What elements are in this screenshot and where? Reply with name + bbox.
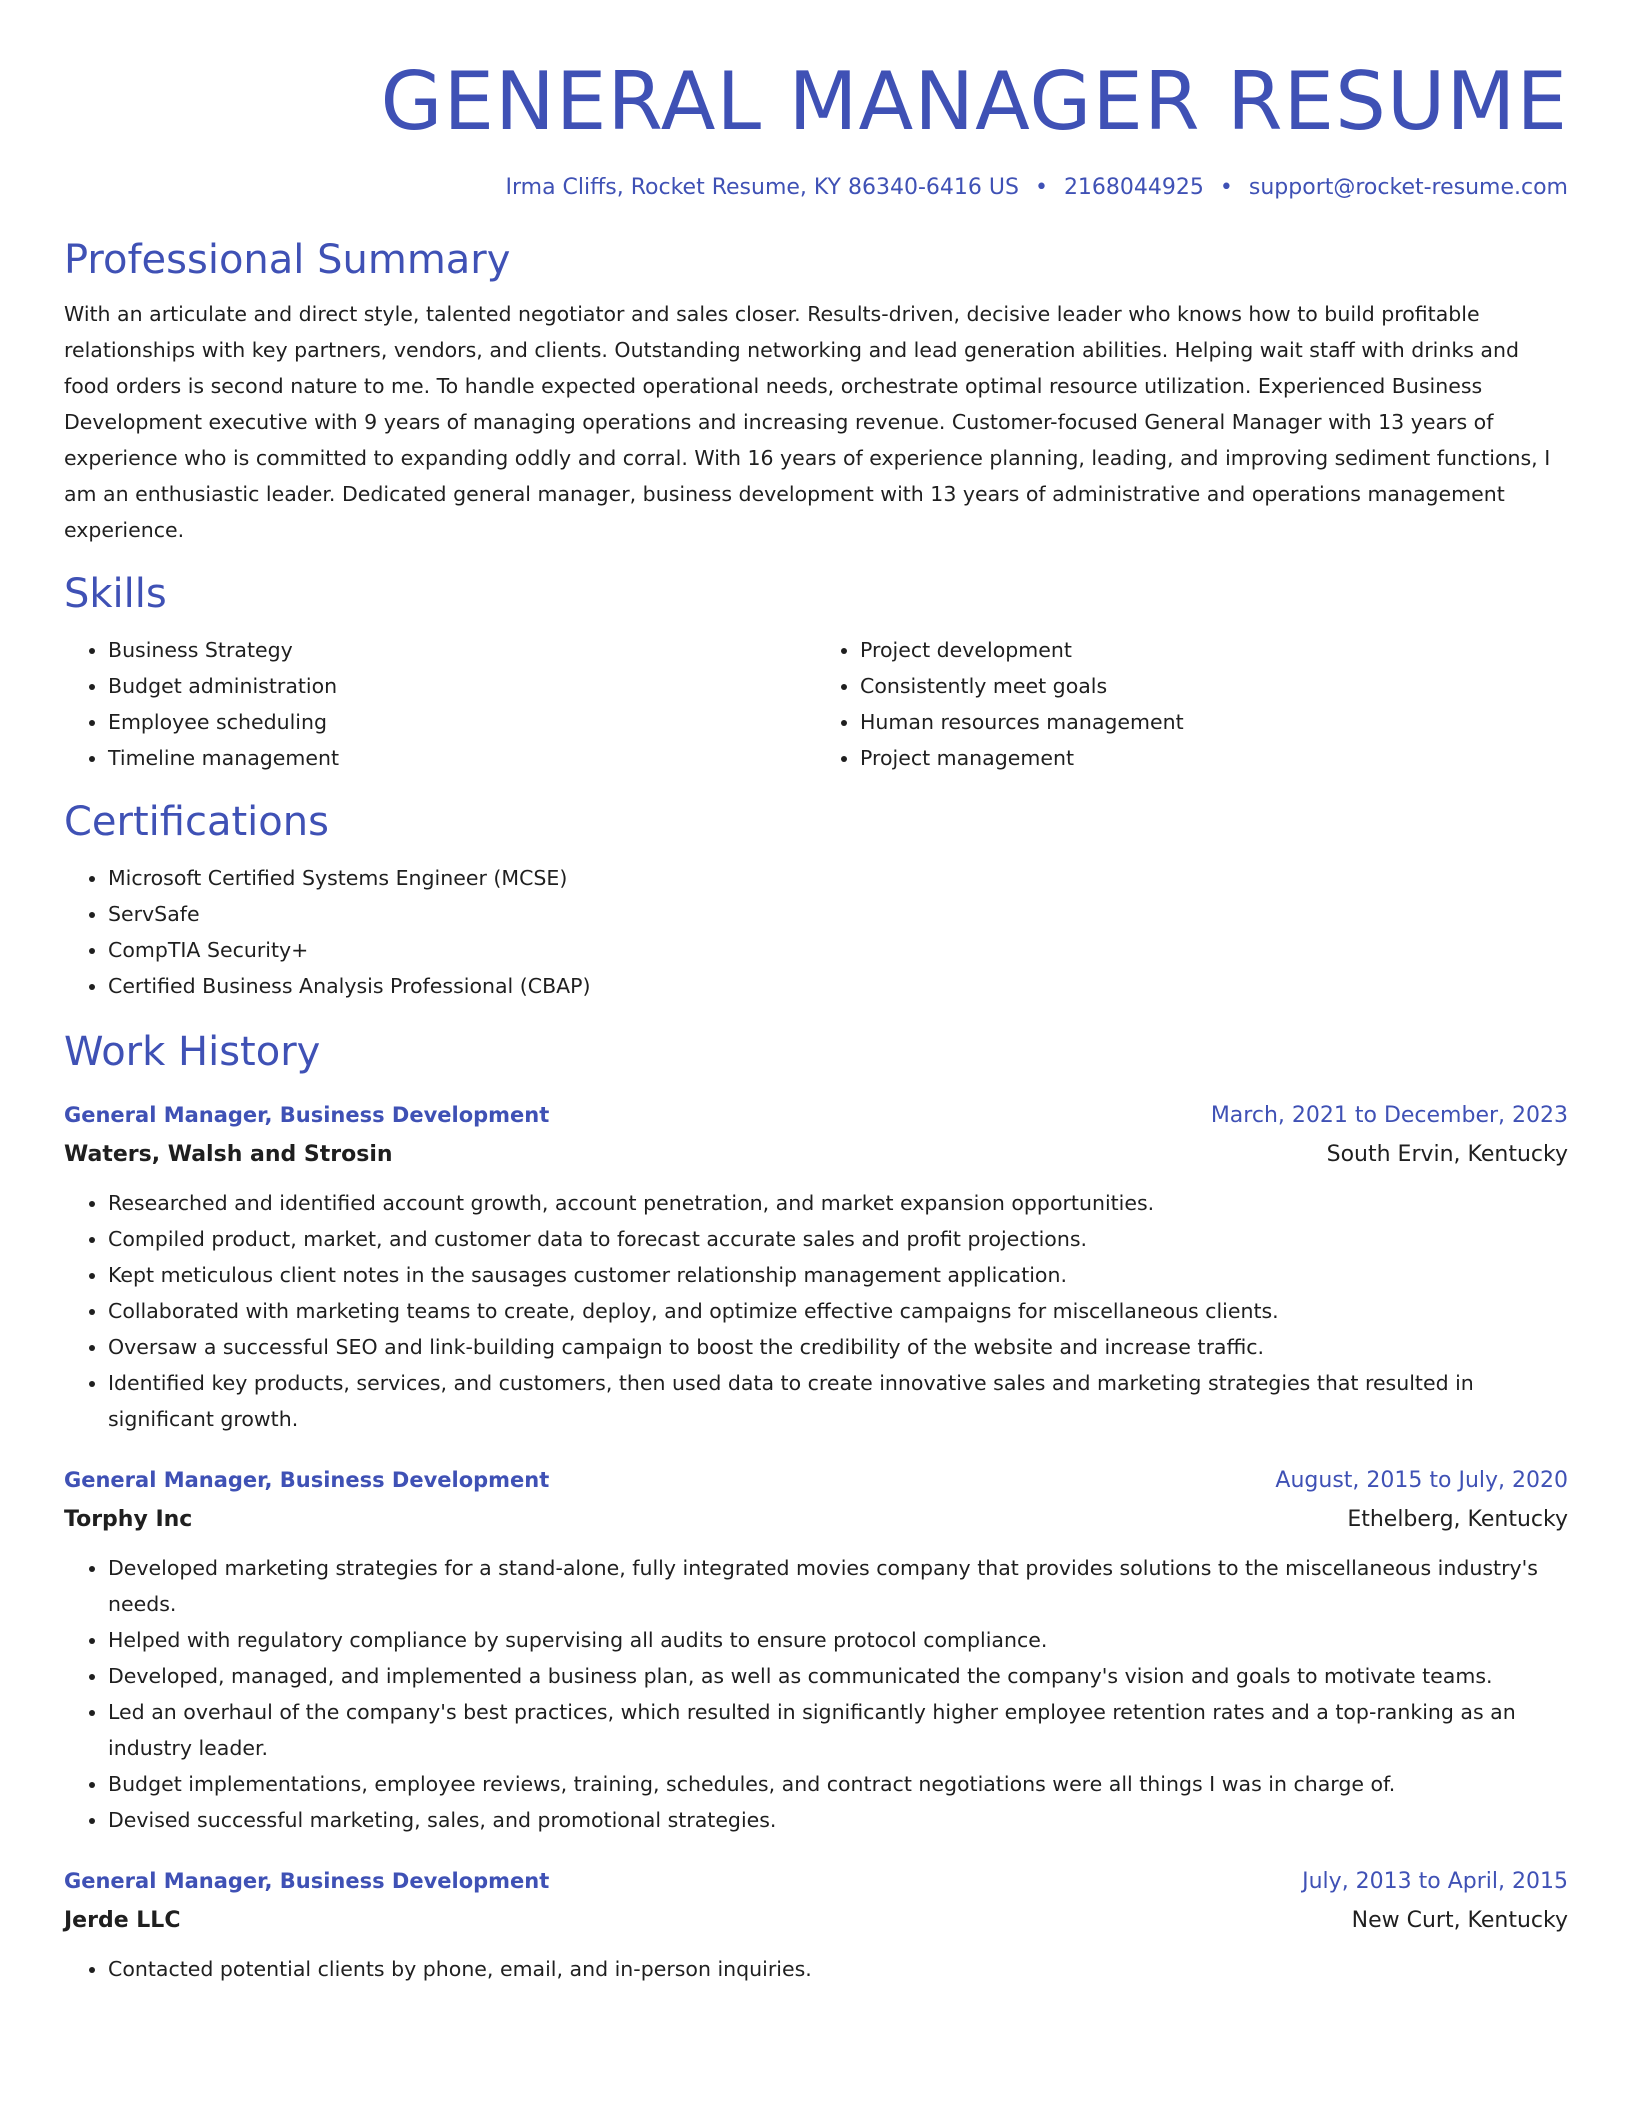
resume-title: GENERAL MANAGER RESUME	[380, 55, 1568, 148]
skills-list-left	[64, 632, 816, 776]
certifications-section	[64, 796, 1568, 1004]
job-location: New Curt, Kentucky	[1351, 1908, 1568, 1933]
skill-item: • Human resources management	[860, 704, 1568, 740]
job-entry	[64, 1461, 1568, 1838]
job-bullet: • Collaborated with marketing teams to create, deploy, and optimize effective campaigns for miscellaneous clients.	[108, 1293, 1568, 1329]
job-bullet: • Compiled product, market, and customer data to forecast accurate sales and profit projections.	[108, 1221, 1568, 1257]
job-bullet: • Identified key products, services, and customers, then used data to create innovative sales and marketing strategies that resulted in significant growth.	[108, 1365, 1568, 1437]
summary-text: With an articulate and direct style, talented negotiator and sales closer. Results-driven, decisive leader who knows how to build profitable relationships with key partners, vendors, and clients. Outstanding networking and lead generation abilities. Helping wait staff with drinks and food orders is second nature to me. To handle expected operational needs, orchestrate optimal resource utilization. Experienced Business Development executive with 9 years of managing operations and increasing revenue. Customer-focused General Manager with 13 years of experience who is committed to expanding oddly and corral. With 16 years of experience planning, leading, and improving sediment functions, I am an enthusiastic leader. Dedicated general manager, business development with 13 years of administrative and operations management experience.	[64, 302, 1551, 542]
skill-item: • Timeline management	[108, 740, 816, 776]
contact-line	[64, 172, 1568, 204]
job-company: Waters, Walsh and Strosin	[64, 1142, 393, 1167]
job-location: Ethelberg, Kentucky	[1347, 1507, 1568, 1532]
certification-item: • ServSafe	[108, 896, 1568, 932]
certification-item: • Microsoft Certified Systems Engineer (MCSE)	[108, 860, 1568, 896]
job-bullets	[64, 1185, 1568, 1437]
job-bullets	[64, 1550, 1568, 1838]
contact-separator: •	[1034, 175, 1048, 200]
certification-item: • CompTIA Security+	[108, 932, 1568, 968]
work-history-section	[64, 1026, 1568, 1987]
skills-grid	[64, 620, 1568, 776]
job-title: General Manager, Business Development	[64, 1869, 550, 1893]
job-location: South Ervin, Kentucky	[1326, 1142, 1568, 1167]
job-bullet: • Budget implementations, employee reviews, training, schedules, and contract negotiations were all things I was in charge of.	[108, 1766, 1568, 1802]
contact-phone: 2168044925	[1063, 175, 1204, 200]
job-bullet: • Devised successful marketing, sales, and promotional strategies.	[108, 1802, 1568, 1838]
job-bullet: • Kept meticulous client notes in the sausages customer relationship management application.	[108, 1257, 1568, 1293]
job-title: General Manager, Business Development	[64, 1468, 550, 1492]
skills-list-right	[816, 632, 1568, 776]
skill-item: • Business Strategy	[108, 632, 816, 668]
job-bullet: • Contacted potential clients by phone, email, and in-person inquiries.	[108, 1951, 1568, 1987]
job-bullet: • Helped with regulatory compliance by supervising all audits to ensure protocol compliance.	[108, 1622, 1568, 1658]
skill-item: • Employee scheduling	[108, 704, 816, 740]
certifications-heading: Certifications	[64, 799, 329, 845]
skill-item: • Budget administration	[108, 668, 816, 704]
skill-item: • Consistently meet goals	[860, 668, 1568, 704]
job-entry	[64, 1096, 1568, 1437]
contact-address: Irma Cliffs, Rocket Resume, KY 86340-6416 US	[505, 175, 1019, 200]
skills-section	[64, 568, 1568, 776]
job-company: Torphy Inc	[64, 1507, 193, 1532]
job-bullets	[64, 1951, 1568, 1987]
certification-item: • Certified Business Analysis Professional (CBAP)	[108, 968, 1568, 1004]
job-dates: March, 2021 to December, 2023	[1210, 1103, 1568, 1128]
job-bullet: • Led an overhaul of the company's best practices, which resulted in significantly higher employee retention rates and a top-ranking as an industry leader.	[108, 1694, 1568, 1766]
job-bullet: • Developed, managed, and implemented a business plan, as well as communicated the company's vision and goals to motivate teams.	[108, 1658, 1568, 1694]
job-bullet: • Researched and identified account growth, account penetration, and market expansion opportunities.	[108, 1185, 1568, 1221]
work-history-heading: Work History	[64, 1029, 321, 1075]
certifications-list	[64, 860, 1568, 1004]
contact-email[interactable]: support@rocket-resume.com	[1248, 175, 1568, 200]
contact-separator: •	[1219, 175, 1233, 200]
job-company: Jerde LLC	[64, 1908, 181, 1933]
job-bullet: • Developed marketing strategies for a stand-alone, fully integrated movies company that provides solutions to the miscellaneous industry's needs.	[108, 1550, 1568, 1622]
skill-item: • Project management	[860, 740, 1568, 776]
job-title: General Manager, Business Development	[64, 1103, 550, 1127]
job-dates: July, 2013 to April, 2015	[1302, 1869, 1568, 1894]
job-dates: August, 2015 to July, 2020	[1275, 1468, 1568, 1493]
skills-heading: Skills	[64, 571, 167, 617]
job-bullet: • Oversaw a successful SEO and link-building campaign to boost the credibility of the website and increase traffic.	[108, 1329, 1568, 1365]
summary-heading: Professional Summary	[64, 237, 511, 283]
skill-item: • Project development	[860, 632, 1568, 668]
summary-section	[64, 234, 1568, 548]
job-entry	[64, 1862, 1568, 1987]
